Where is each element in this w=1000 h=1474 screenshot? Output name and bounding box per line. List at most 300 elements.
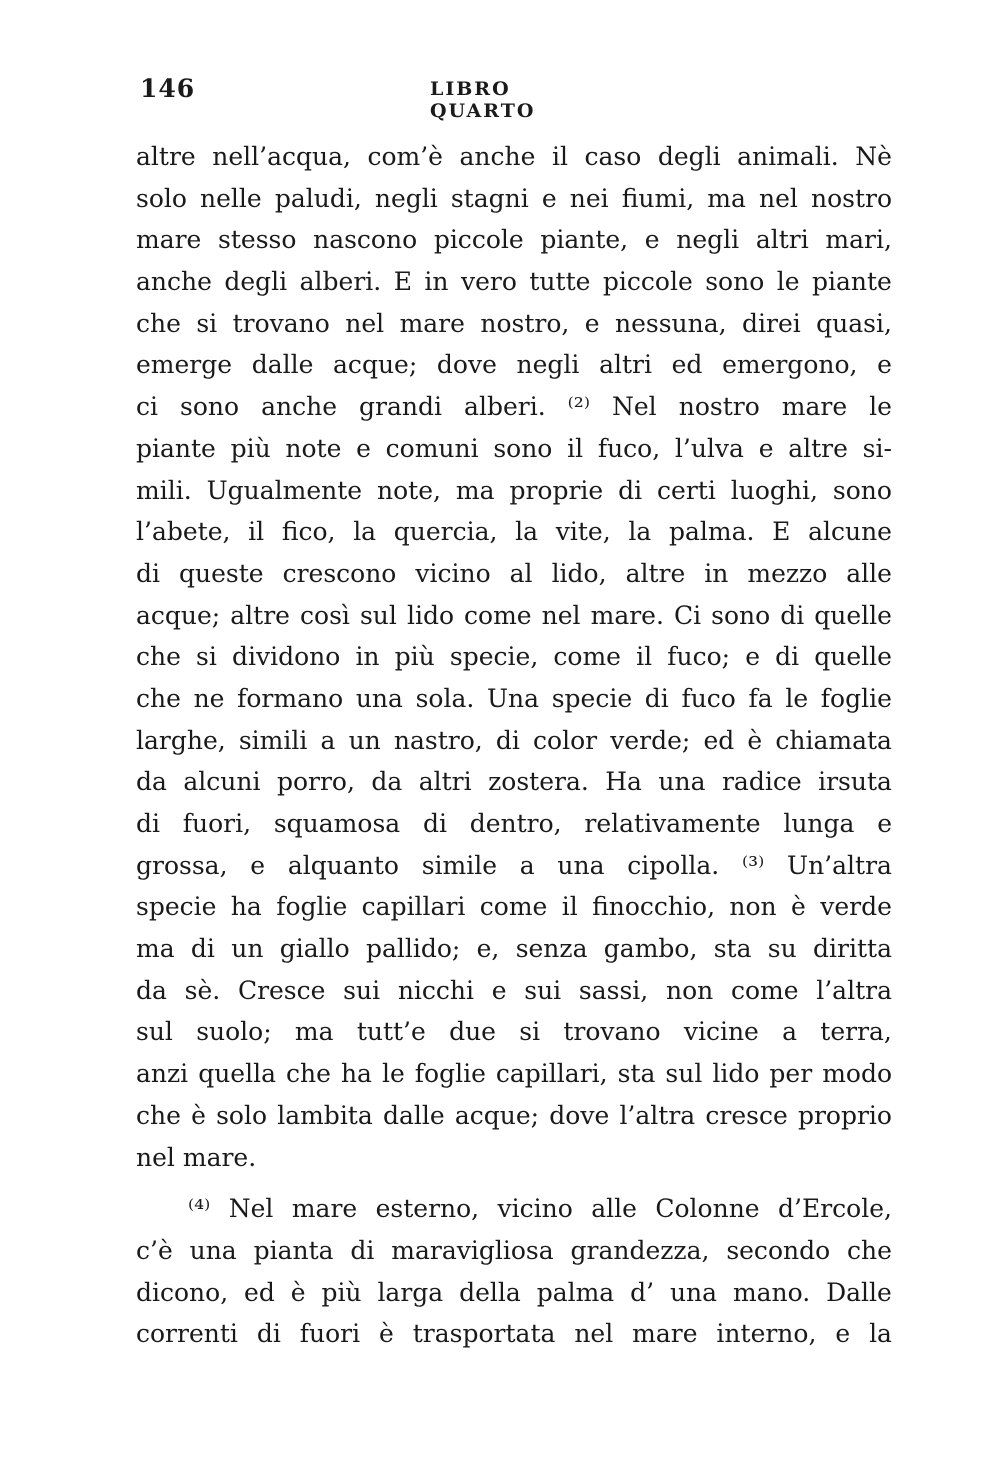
word: di — [136, 809, 160, 838]
word: è — [747, 725, 763, 755]
word: si — [196, 308, 218, 338]
word: come — [464, 600, 532, 630]
word: piccole — [602, 267, 693, 297]
word: color — [533, 725, 598, 755]
word: nostro, — [480, 308, 570, 338]
word: fiumi, — [621, 183, 695, 213]
word: e — [541, 183, 557, 213]
word: acque; — [333, 350, 418, 380]
word: pianta — [253, 1235, 334, 1265]
word: animali. — [737, 142, 839, 171]
word: il — [248, 517, 265, 547]
word: comuni — [385, 433, 479, 463]
word: da — [136, 975, 167, 1005]
word: quelle — [814, 642, 892, 672]
word: nel — [574, 1319, 614, 1349]
body-text — [136, 136, 892, 1355]
word: cresce — [705, 1100, 788, 1130]
word: capillari — [361, 892, 466, 922]
word: diritta — [813, 934, 892, 964]
word: di — [644, 683, 669, 713]
word: nostro — [810, 183, 892, 213]
word: foglie — [414, 1059, 486, 1089]
word: che — [136, 1100, 181, 1130]
word: nel — [345, 308, 385, 338]
text-line — [136, 386, 892, 428]
word: altri — [418, 767, 472, 797]
word: l’altra — [816, 975, 892, 1005]
word: e — [644, 225, 660, 255]
word: nostro — [678, 392, 760, 422]
word: si- — [862, 433, 892, 463]
word: nel — [136, 1142, 175, 1172]
word: la — [515, 517, 539, 547]
word: anzi — [136, 1059, 189, 1089]
word: che — [136, 642, 181, 672]
word: mari, — [825, 225, 892, 255]
word: nascono — [313, 225, 418, 255]
text-line — [136, 1188, 892, 1230]
word: quelle — [814, 600, 892, 630]
word: alcune — [808, 517, 892, 547]
text-line — [136, 720, 892, 762]
word: nessuna, — [614, 308, 727, 338]
word: interno, — [716, 1319, 817, 1349]
word: caso — [584, 142, 642, 171]
word: l’abete, — [136, 517, 231, 547]
word: sè. — [184, 975, 221, 1005]
text-line — [136, 1095, 892, 1137]
word: vicino — [497, 1194, 573, 1224]
word: altre — [625, 558, 686, 588]
word: Nel — [612, 392, 657, 422]
word: formano — [237, 683, 344, 713]
page-number: 146 — [140, 74, 196, 103]
word: le — [785, 683, 809, 713]
word: capillari, — [495, 1059, 608, 1089]
word: si — [519, 1017, 541, 1047]
word: simile — [421, 850, 498, 880]
word: ma — [707, 183, 746, 213]
word: una — [669, 1277, 718, 1307]
word: sui — [524, 975, 562, 1005]
word: suolo; — [196, 1017, 272, 1047]
word: e — [758, 433, 774, 463]
word: specie, — [449, 642, 539, 672]
word: e, — [476, 934, 500, 964]
word: nel — [758, 183, 798, 213]
text-line — [136, 928, 892, 970]
word: vite, — [555, 517, 611, 547]
word: alle — [591, 1194, 637, 1224]
word: specie — [136, 892, 217, 922]
word: emerge — [136, 350, 233, 380]
word: di — [136, 558, 160, 588]
word: la — [353, 517, 377, 547]
text-line — [136, 1230, 892, 1272]
word: grandezza, — [570, 1235, 710, 1265]
word: piante — [136, 433, 216, 463]
word: mare — [399, 308, 465, 338]
word: sui — [343, 975, 381, 1005]
word: più — [321, 1277, 362, 1307]
word: come — [553, 642, 621, 672]
word: proprie — [509, 475, 604, 505]
text-line — [136, 344, 892, 386]
word: di — [495, 725, 520, 755]
word: Ha — [605, 767, 642, 797]
word: in — [704, 558, 729, 588]
word: tutte — [529, 267, 591, 297]
word: altre — [230, 600, 290, 630]
word: nelle — [200, 183, 262, 213]
word: di — [780, 600, 805, 630]
word: trovano — [232, 308, 330, 338]
word: foglie — [276, 892, 348, 922]
word: fa — [748, 683, 773, 713]
word: di — [256, 1319, 281, 1349]
word: il — [561, 892, 578, 922]
word: palma. — [668, 517, 755, 547]
word: più — [394, 642, 435, 672]
word: emergono, — [722, 350, 858, 380]
word: giallo — [279, 934, 350, 964]
word: cipolla. — [627, 850, 720, 880]
word: una — [355, 683, 403, 713]
word: quercia, — [393, 517, 498, 547]
text-line — [136, 428, 892, 470]
word: proprio — [797, 1100, 892, 1130]
word: come — [479, 892, 548, 922]
word: un — [348, 725, 381, 755]
word: Nel — [228, 1194, 274, 1224]
word: fuco — [681, 683, 736, 713]
word: Colonne — [655, 1194, 760, 1224]
text-line — [136, 1313, 892, 1355]
word: luoghi, — [730, 475, 818, 505]
word: grandi — [359, 392, 443, 422]
word: ma — [455, 475, 495, 505]
word: mano. — [732, 1277, 811, 1307]
word: nell’acqua, — [212, 142, 351, 171]
word: Una — [486, 683, 540, 713]
word: Ci — [673, 600, 702, 630]
word: e — [835, 1319, 851, 1349]
word: l’ulva — [674, 433, 744, 463]
word: non — [665, 975, 714, 1005]
word: squamosa — [273, 809, 401, 838]
word: lido — [712, 1059, 760, 1089]
word: lunga — [783, 809, 855, 838]
word: negli — [374, 183, 438, 213]
word: radice — [721, 767, 802, 797]
word: grossa, — [136, 850, 228, 880]
paragraph-gap — [136, 1178, 892, 1188]
word: è — [290, 1277, 306, 1307]
word: ci — [136, 392, 158, 422]
word: terra, — [820, 1017, 892, 1047]
word: sta — [713, 934, 752, 964]
word: ma — [136, 934, 175, 964]
word: il — [567, 433, 584, 463]
text-line — [136, 553, 892, 595]
word: tutt’e — [356, 1017, 426, 1047]
word: com’è — [367, 142, 443, 171]
word: ⁽³⁾ — [741, 850, 765, 880]
word: verde; — [610, 725, 691, 755]
word: stesso — [218, 225, 297, 255]
word: paludi, — [274, 183, 362, 213]
word: alle — [846, 558, 892, 588]
text-line — [136, 136, 892, 178]
text-line — [136, 761, 892, 803]
word: alquanto — [287, 850, 399, 880]
word: certi — [657, 475, 716, 505]
text-line — [136, 178, 892, 220]
word: d’ — [630, 1277, 655, 1307]
word: E — [393, 267, 412, 297]
word: mare — [781, 392, 848, 422]
word: vero — [461, 267, 517, 297]
word: un — [231, 934, 264, 964]
word: negli — [676, 225, 740, 255]
word: gambo, — [603, 934, 698, 964]
word: fuco, — [597, 433, 661, 463]
word: porro, — [276, 767, 355, 797]
word: ⁽²⁾ — [567, 392, 590, 422]
word: larga — [377, 1277, 444, 1307]
word: nastro, — [393, 725, 483, 755]
word: crescono — [282, 558, 397, 588]
word: e — [491, 975, 507, 1005]
word: altri — [599, 350, 652, 380]
word: pallido; — [365, 934, 461, 964]
word: Cresce — [237, 975, 326, 1005]
word: simili — [238, 725, 308, 755]
word: sono — [832, 475, 892, 505]
word: una — [658, 767, 706, 797]
word: d’Ercole, — [778, 1194, 892, 1224]
word: larghe, — [136, 725, 226, 755]
word: sono — [180, 392, 240, 422]
word: dove — [549, 1100, 610, 1130]
word: sul — [136, 1017, 173, 1047]
word: piccole — [433, 225, 524, 255]
word: ha — [230, 892, 262, 922]
word: solo — [216, 1100, 268, 1130]
word: modo — [822, 1059, 892, 1089]
word: mezzo — [747, 558, 828, 588]
text-line — [136, 970, 892, 1012]
word: lido, — [551, 558, 607, 588]
word: ed — [244, 1277, 275, 1307]
word: finocchio, — [592, 892, 716, 922]
word: le — [776, 267, 800, 297]
word: sta — [617, 1059, 656, 1089]
word: trasportata — [412, 1319, 556, 1349]
word: si — [196, 642, 217, 672]
word: dalle — [382, 1100, 445, 1130]
word: che — [847, 1235, 892, 1265]
word: Ugualmente — [206, 475, 363, 505]
word: dividono — [231, 642, 341, 672]
word: ma — [294, 1017, 334, 1047]
word: sono — [493, 433, 553, 463]
text-line — [136, 595, 892, 637]
word: correnti — [136, 1319, 238, 1349]
word: piante — [812, 267, 892, 297]
word: così — [300, 600, 350, 630]
word: da — [136, 767, 167, 797]
word: è — [379, 1319, 394, 1349]
word: mare — [136, 225, 202, 255]
word: alberi. — [299, 267, 382, 297]
word: della — [459, 1277, 521, 1307]
text-line — [136, 261, 892, 303]
word: fuori — [299, 1319, 361, 1349]
word: di — [350, 1235, 375, 1265]
word: queste — [179, 558, 264, 588]
word: ⁽⁴⁾ — [188, 1194, 211, 1224]
word: Un’altra — [787, 850, 892, 880]
word: e — [584, 308, 600, 338]
word: Dalle — [826, 1277, 892, 1307]
word: altri — [755, 225, 809, 255]
word: ed — [703, 725, 735, 755]
text-line — [136, 219, 892, 261]
word: dalle — [251, 350, 314, 380]
word: mare — [632, 1319, 698, 1349]
word: anche — [459, 142, 536, 171]
word: sono — [705, 267, 765, 297]
word: come — [730, 975, 799, 1005]
text-line — [136, 678, 892, 720]
word: verde — [820, 892, 892, 922]
word: ed — [671, 350, 703, 380]
text-line — [136, 636, 892, 678]
word: anche — [136, 267, 212, 297]
word: da — [371, 767, 403, 797]
word: l’altra — [619, 1100, 696, 1130]
text-line — [136, 1137, 892, 1179]
word: che — [286, 1059, 331, 1089]
word: palma — [536, 1277, 615, 1307]
word: altre — [136, 142, 196, 171]
word: di — [190, 934, 215, 964]
word: E — [772, 517, 791, 547]
word: mili. — [136, 475, 192, 505]
word: e — [877, 350, 892, 380]
word: sul — [359, 600, 397, 630]
word: a — [782, 1017, 798, 1047]
word: sassi, — [578, 975, 649, 1005]
word: note, — [377, 475, 441, 505]
text-line — [136, 1053, 892, 1095]
word: alberi. — [464, 392, 546, 422]
word: la — [628, 517, 652, 547]
text-line — [136, 303, 892, 345]
word: il — [636, 642, 653, 672]
word: solo — [136, 183, 187, 213]
word: mare — [291, 1194, 358, 1224]
word: e — [745, 642, 760, 672]
word: dove — [436, 350, 497, 380]
text-line — [136, 886, 892, 928]
word: direi — [742, 308, 801, 338]
word: ha — [340, 1059, 372, 1089]
word: nel — [541, 600, 581, 630]
word: maravigliosa — [391, 1235, 554, 1265]
word: acque; — [136, 600, 221, 630]
word: la — [869, 1319, 892, 1349]
word: acque; — [454, 1100, 540, 1130]
word: mare. — [590, 600, 664, 630]
word: le — [869, 392, 892, 422]
word: che — [136, 683, 181, 713]
word: in — [355, 642, 380, 672]
word: trovano — [563, 1017, 661, 1047]
word: due — [449, 1017, 496, 1047]
word: è — [191, 1100, 206, 1130]
word: è — [791, 892, 806, 922]
word: relativamente — [584, 809, 761, 838]
word: ne — [193, 683, 225, 713]
word: su — [767, 934, 797, 964]
word: il — [551, 142, 568, 171]
word: al — [509, 558, 533, 588]
text-line — [136, 511, 892, 553]
word: senza — [515, 934, 588, 964]
word: irsuta — [818, 767, 892, 797]
word: più — [230, 433, 271, 463]
word: mare. — [182, 1142, 257, 1172]
word: secondo — [726, 1235, 831, 1265]
word: una — [557, 850, 605, 880]
word: degli — [657, 142, 721, 171]
word: lido — [406, 600, 454, 630]
word: stagni — [450, 183, 529, 213]
word: e — [877, 809, 892, 838]
word: nicchi — [397, 975, 475, 1005]
word: alcuni — [183, 767, 261, 797]
word: che — [136, 308, 181, 338]
word: di — [422, 809, 447, 838]
word: le — [381, 1059, 405, 1089]
word: piante, — [540, 225, 629, 255]
word: note — [285, 433, 342, 463]
text-line — [136, 470, 892, 512]
word: dicono, — [136, 1277, 229, 1307]
word: sul — [665, 1059, 703, 1089]
text-line — [136, 1272, 892, 1314]
word: negli — [516, 350, 580, 380]
word: e — [356, 433, 371, 463]
word: di — [775, 642, 800, 672]
word: c’è — [136, 1235, 173, 1265]
word: per — [769, 1059, 813, 1089]
word: non — [729, 892, 777, 922]
word: anche — [261, 392, 338, 422]
word: fuori, — [182, 809, 252, 838]
word: Nè — [855, 142, 892, 171]
word: in — [424, 267, 449, 297]
word: e — [250, 850, 266, 880]
word: lambita — [277, 1100, 373, 1130]
word: degli — [224, 267, 288, 297]
word: sono — [711, 600, 771, 630]
word: sola. — [415, 683, 475, 713]
word: esterno, — [375, 1194, 480, 1224]
